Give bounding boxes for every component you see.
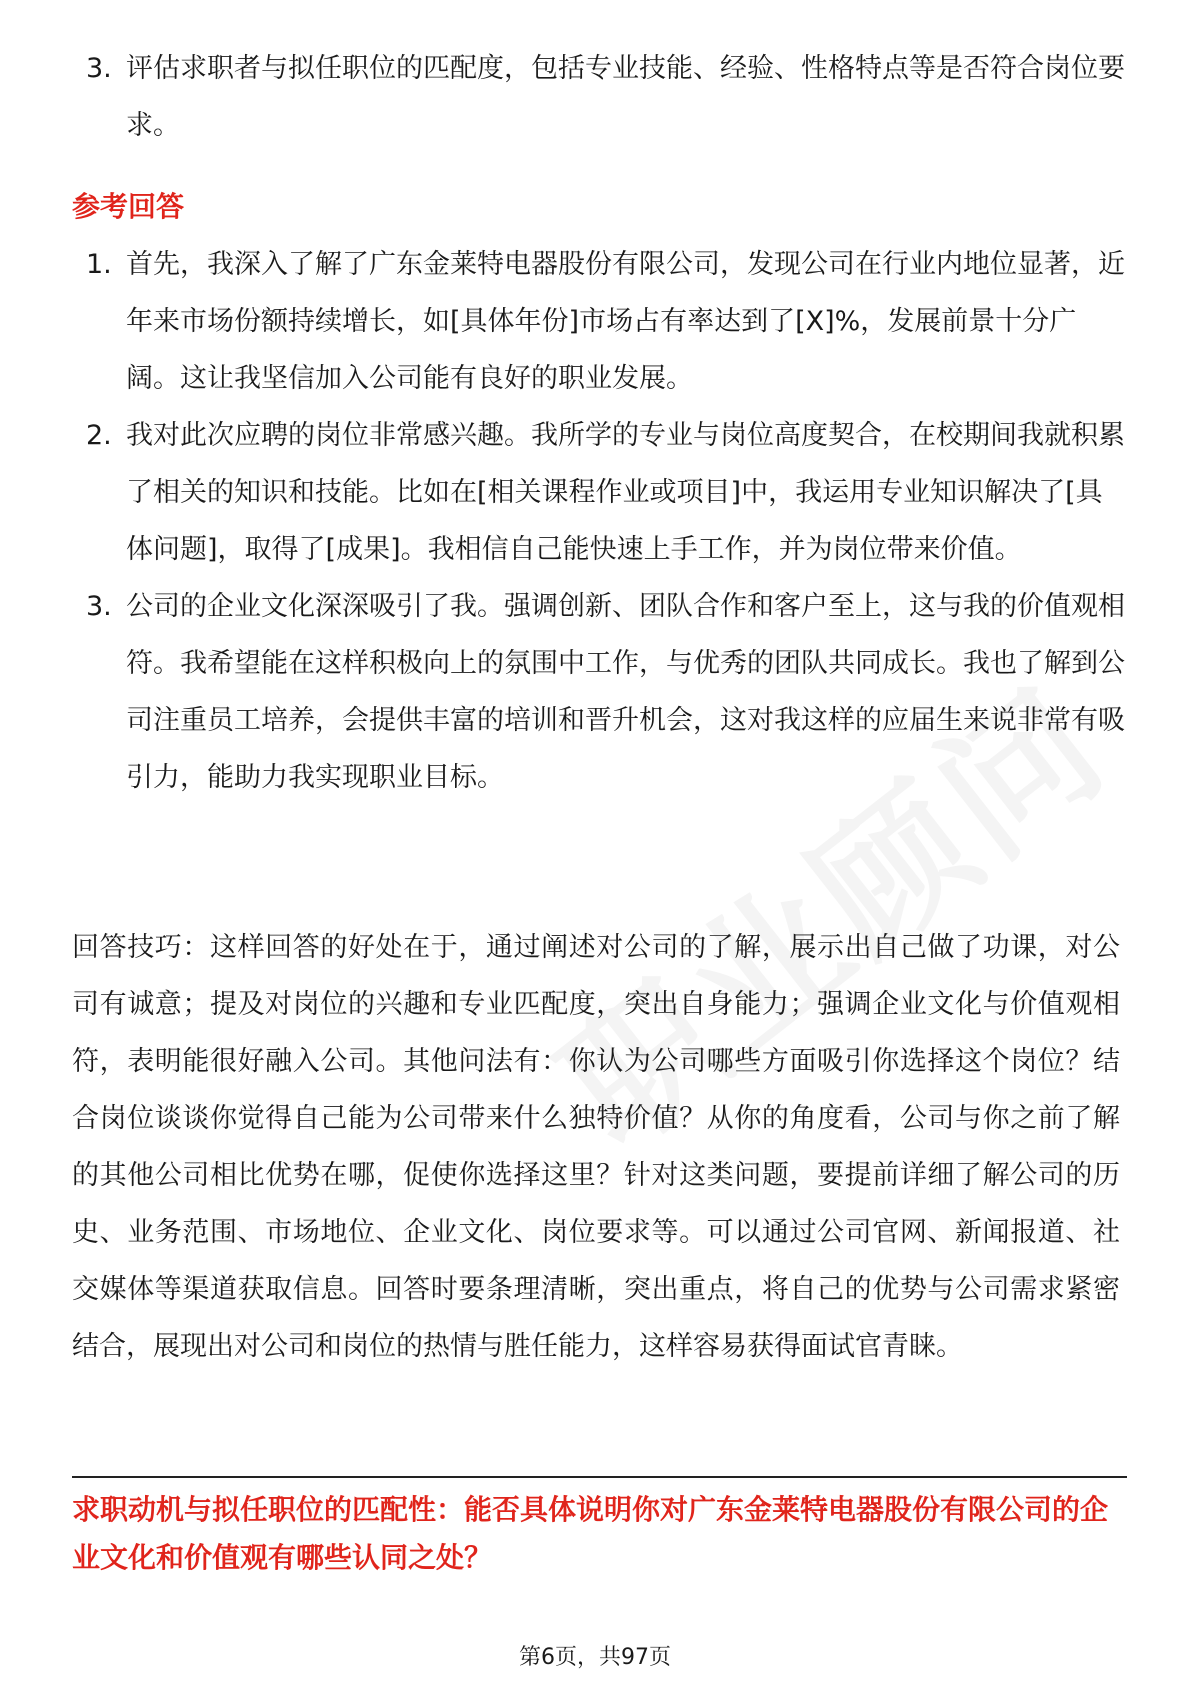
list-item — [86, 578, 1126, 806]
list-item — [86, 407, 1126, 578]
next-question-heading: 求职动机与拟任职位的匹配性：能否具体说明你对广东金莱特电器股份有限公司的企业文化和价值观有哪些认同之处？ — [72, 1493, 1109, 1574]
list-text: 公司的企业文化深深吸引了我。强调创新、团队合作和客户至上，这与我的价值观相符。我希望能在这样积极向上的氛围中工作，与优秀的团队共同成长。我也了解到公司注重员工培养，会提供丰富的培训和晋升机会，这对我这样的应届生来说非常有吸引力，能助力我实现职业目标。 — [126, 591, 1125, 793]
reference-answer-list — [86, 236, 1126, 806]
list-text: 我对此次应聘的岗位非常感兴趣。我所学的专业与岗位高度契合，在校期间我就积累了相关的知识和技能。比如在[相关课程作业或项目]中，我运用专业知识解决了[具体问题]，取得了[成果]。我相信自己能快速上手工作，并为岗位带来价值。 — [126, 420, 1125, 565]
list-text: 首先，我深入了解了广东金莱特电器股份有限公司，发现公司在行业内地位显著，近年来市场份额持续增长，如[具体年份]市场占有率达到了[X]%，发展前景十分广阔。这让我坚信加入公司能有良好的职业发展。 — [126, 249, 1125, 394]
list-number: 2. — [86, 420, 112, 451]
list-item — [86, 40, 1126, 154]
list-text: 评估求职者与拟任职位的匹配度，包括专业技能、经验、性格特点等是否符合岗位要求。 — [126, 53, 1125, 141]
page-number: 第6页，共97页 — [519, 1645, 671, 1670]
reference-answer-heading: 参考回答 — [72, 190, 185, 223]
section-divider — [72, 1476, 1127, 1478]
top-list — [86, 40, 1126, 154]
answer-tips: 回答技巧：这样回答的好处在于，通过阐述对公司的了解，展示出自己做了功课，对公司有诚意；提及对岗位的兴趣和专业匹配度，突出自身能力；强调企业文化与价值观相符，表明能很好融入公司。其他问法有：你认为公司哪些方面吸引你选择这个岗位？结合岗位谈谈你觉得自己能为公司带来什么独特价值？从你的角度看，公司与你之前了解的其他公司相比优势在哪，促使你选择这里？针对这类问题，要提前详细了解公司的历史、业务范围、市场地位、企业文化、岗位要求等。可以通过公司官网、新闻报道、社交媒体等渠道获取信息。回答时要条理清晰，突出重点，将自己的优势与公司需求紧密结合，展现出对公司和岗位的热情与胜任能力，这样容易获得面试官青睐。 — [72, 932, 1120, 1362]
list-item — [86, 236, 1126, 407]
list-number: 1. — [86, 249, 112, 280]
list-number: 3. — [86, 591, 112, 622]
list-number: 3. — [86, 53, 112, 84]
